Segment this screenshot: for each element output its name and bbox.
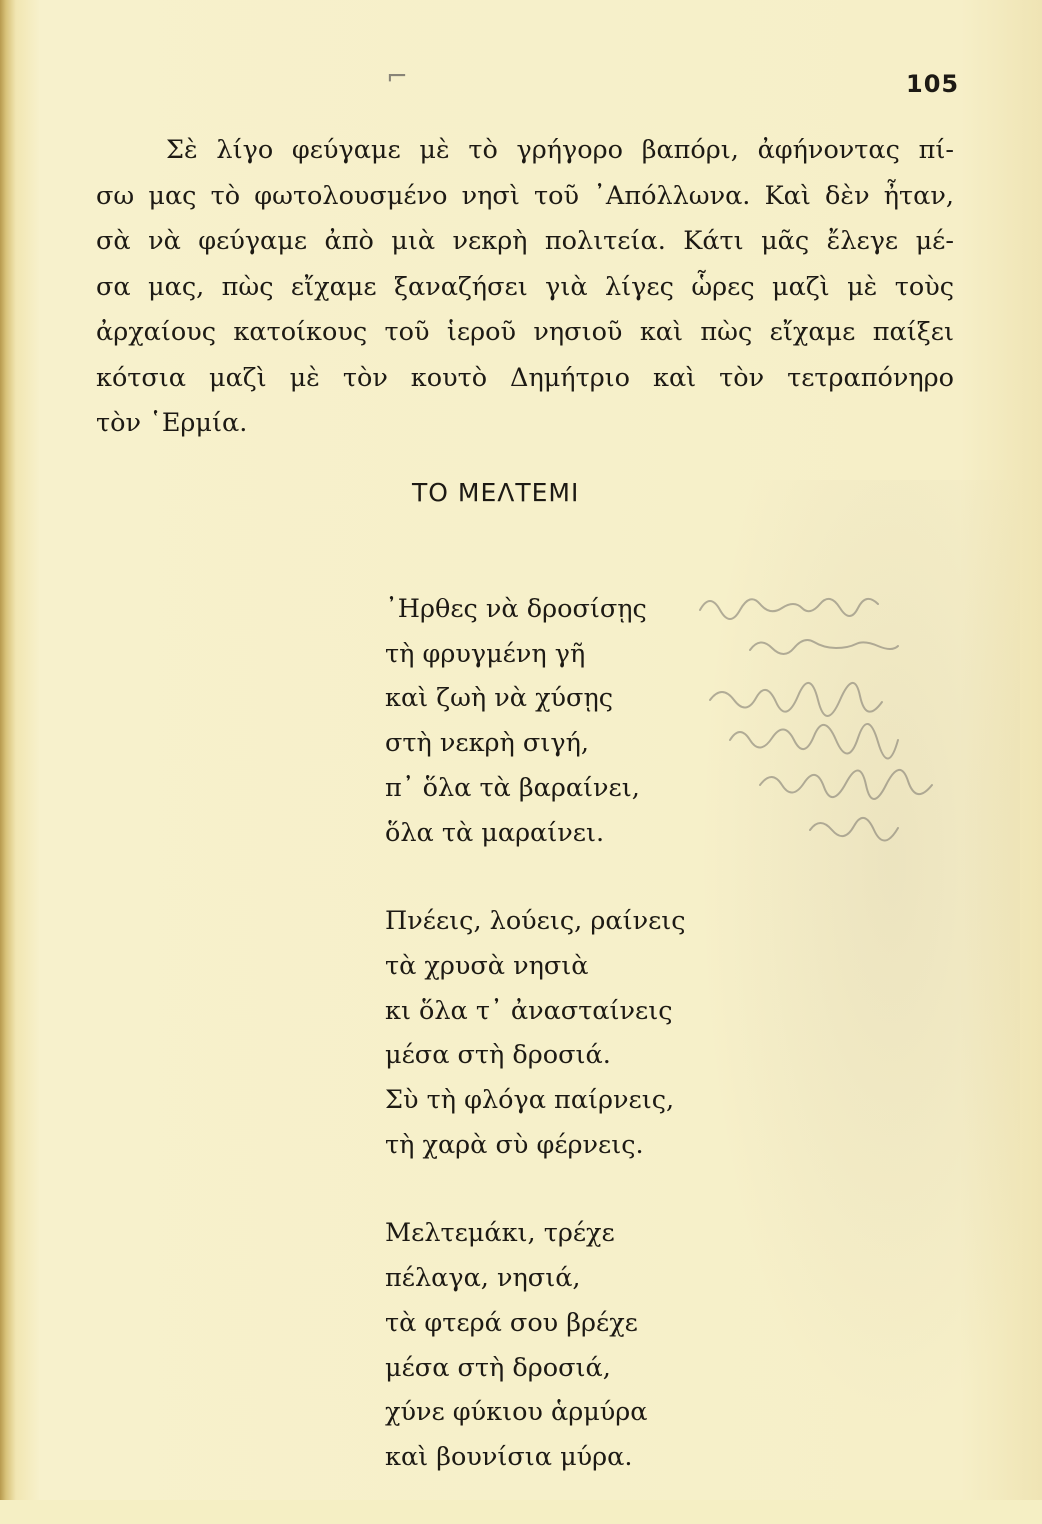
- verse-line: π᾿ ὅλα τὰ βαραίνει,: [385, 772, 640, 803]
- prose-line: σὰ νὰ φεύγαμε ἀπὸ μιὰ νεκρὴ πολιτεία. Κάτι μᾶς ἔλεγε μέ-: [96, 226, 954, 256]
- prose-line: Σὲ λίγο φεύγαμε μὲ τὸ γρήγορο βαπόρι, ἀφήνοντας πί-: [166, 135, 954, 165]
- verse-line: στὴ νεκρὴ σιγή,: [385, 728, 589, 759]
- pencil-scribbles-graphic: [690, 590, 1030, 870]
- prose-line: τὸν ῾Ερμία.: [96, 408, 248, 438]
- stanza: [385, 899, 686, 1167]
- verse-line: Μελτεμάκι, τρέχε: [385, 1218, 615, 1249]
- verse-line: πέλαγα, νησιά,: [385, 1263, 581, 1294]
- pencil-tick-mark: ⌐: [386, 62, 408, 92]
- verse-line: μέσα στὴ δροσιά.: [385, 1040, 611, 1071]
- verse-line: ὅλα τὰ μαραίνει.: [385, 817, 605, 848]
- stanza: [385, 587, 686, 855]
- prose-line: σω μας τὸ φωτολουσμένο νησὶ τοῦ ᾿Απόλλωνα. Καὶ δὲν ἦταν,: [96, 180, 954, 211]
- verse-line: τὰ φτερά σου βρέχε: [385, 1307, 638, 1338]
- prose-line: σα μας, πὼς εἴχαμε ξαναζήσει γιὰ λίγες ὧρες μαζὶ μὲ τοὺς: [96, 271, 954, 302]
- stanza: [385, 1211, 686, 1479]
- prose-line: ἀρχαίους κατοίκους τοῦ ἱεροῦ νησιοῦ καὶ πὼς εἴχαμε παίξει: [96, 317, 954, 347]
- verse-line: Πνέεις, λούεις, ραίνεις: [385, 906, 686, 937]
- verse-line: καὶ ζωὴ νὰ χύσῃς: [385, 683, 614, 714]
- verse-line: χύνε φύκιου ἁρμύρα: [385, 1397, 648, 1428]
- verse-line: μέσα στὴ δροσιά,: [385, 1352, 611, 1383]
- verse-line: τὰ χρυσὰ νησιὰ: [385, 950, 589, 981]
- prose-paragraph: [96, 128, 954, 447]
- verse-line: τὴ χαρὰ σὺ φέρνεις.: [385, 1129, 644, 1160]
- verse-line: τὴ φρυγμένη γῆ: [385, 638, 586, 669]
- page-number: 105: [906, 70, 960, 98]
- verse-line: κι ὅλα τ᾿ ἀνασταίνεις: [385, 995, 673, 1026]
- verse-line: ᾿Ηρθες νὰ δροσίσῃς: [385, 594, 647, 624]
- prose-line: κότσια μαζὶ μὲ τὸν κουτὸ Δημήτριο καὶ τὸν τετραπόνηρο: [96, 362, 954, 393]
- verse-line: Σὺ τὴ φλόγα παίρνεις,: [385, 1085, 675, 1116]
- verse-line: καὶ βουνίσια μύρα.: [385, 1441, 633, 1472]
- poem-title: ΤΟ ΜΕΛΤΕΜΙ: [412, 478, 580, 507]
- poem-body: [385, 587, 686, 1524]
